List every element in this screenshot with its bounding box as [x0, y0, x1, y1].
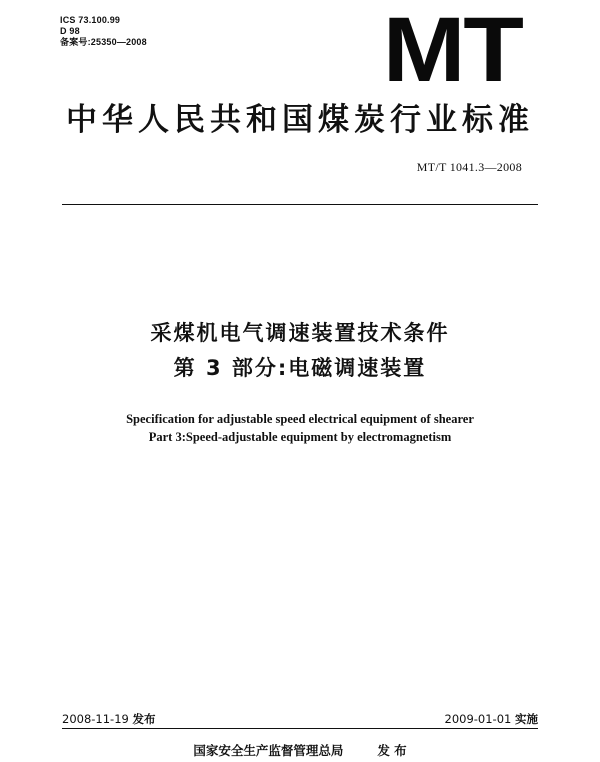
issue-date-value: 2008-11-19 — [62, 712, 129, 726]
issue-date — [62, 711, 156, 727]
standard-number: MT/T 1041.3—2008 — [416, 160, 522, 174]
ics-code: ICS 73.100.99 — [60, 15, 121, 25]
issue-label: 发布 — [132, 712, 156, 726]
publisher-name: 国家安全生产监督管理总局 — [193, 743, 344, 758]
ccs-code: D 98 — [60, 26, 80, 36]
cn-title-line-2: 第 3 部分:电磁调速装置 — [173, 356, 427, 380]
en-title-line-2: Part 3:Speed-adjustable equipment by electromagnetism — [148, 430, 452, 444]
implementation-date — [445, 711, 539, 727]
publisher-action: 发 布 — [377, 743, 407, 758]
publisher-line — [0, 741, 600, 759]
en-title-line-1: Specification for adjustable speed electrical equipment of shearer — [126, 412, 474, 426]
filing-number: 备案号:25350—2008 — [60, 37, 147, 47]
cn-title-line-1: 采煤机电气调速装置技术条件 — [150, 321, 450, 345]
header-divider — [62, 204, 538, 205]
mt-logo: MT — [382, 0, 522, 101]
footer-divider — [62, 728, 538, 729]
classification-block — [60, 15, 147, 48]
implement-date-value: 2009-01-01 — [444, 712, 512, 726]
implement-label: 实施 — [515, 712, 538, 726]
industry-standard-title: 中华人民共和国煤炭行业标准 — [66, 102, 534, 138]
